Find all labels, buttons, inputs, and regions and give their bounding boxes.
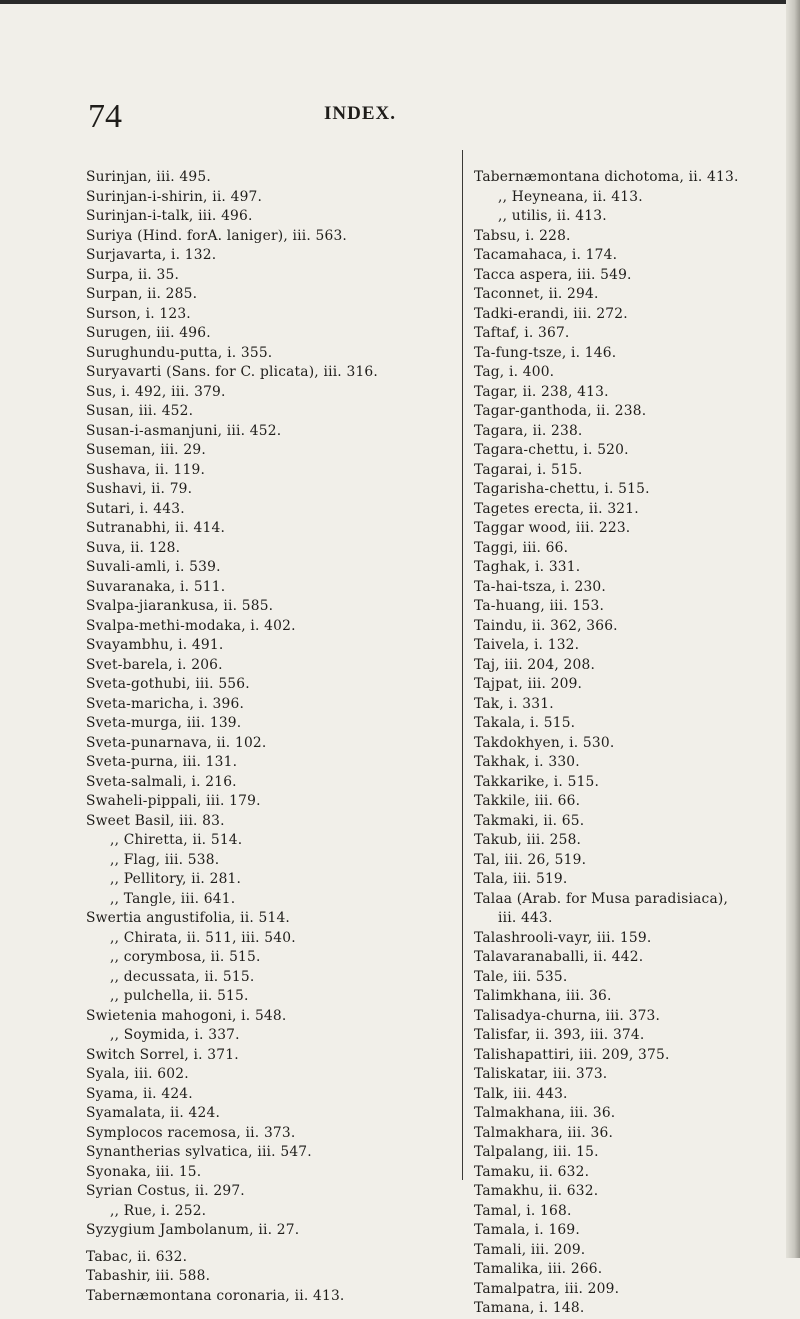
index-entry: Suva, ii. 128. [86, 539, 181, 556]
index-entry: ,, Flag, iii. 538. [110, 851, 220, 868]
index-entry: Sushava, ii. 119. [86, 461, 206, 478]
index-entry: Taindu, ii. 362, 366. [474, 617, 618, 634]
index-entry: Taghak, i. 331. [474, 559, 581, 575]
index-entry: Tal, iii. 26, 519. [474, 851, 587, 868]
index-entry: Tala, iii. 519. [474, 871, 568, 887]
index-entry: Suryavarti (Sans. for C. plicata), iii. 316. [86, 364, 378, 380]
index-entry: Talmakhana, iii. 36. [474, 1105, 616, 1121]
index-entry: Tabernæmontana coronaria, ii. 413. [86, 1287, 345, 1304]
index-entry: Taliskatar, iii. 373. [474, 1066, 608, 1082]
index-entry: Tale, iii. 535. [474, 968, 568, 985]
index-entry: Svalpa-jiarankusa, ii. 585. [86, 598, 274, 614]
index-entry: Syamalata, ii. 424. [86, 1105, 221, 1121]
index-entry: Sus, i. 492, iii. 379. [86, 383, 226, 400]
index-entry: Tagetes erecta, ii. 321. [474, 500, 639, 517]
index-entry: ,, pulchella, ii. 515. [110, 988, 249, 1004]
index-entry: Surinjan-i-talk, iii. 496. [86, 208, 253, 224]
page-title: INDEX. [324, 103, 396, 124]
index-entry: Susan, iii. 452. [86, 403, 194, 419]
index-entry: Takhak, i. 330. [474, 754, 580, 770]
index-entry: Swietenia mahogoni, i. 548. [86, 1007, 287, 1024]
index-entry: Tagarai, i. 515. [474, 461, 583, 478]
top-border-line [0, 0, 800, 4]
index-entry: Tamaku, ii. 632. [474, 1163, 590, 1180]
index-entry: Svet-barela, i. 206. [86, 656, 223, 673]
index-entry: Swertia angustifolia, ii. 514. [86, 910, 291, 926]
index-entry: Svalpa-methi-modaka, i. 402. [86, 617, 296, 634]
index-entry: Taggi, iii. 66. [474, 539, 569, 556]
index-entry: Surpan, ii. 285. [86, 286, 198, 302]
index-entry: Svayambhu, i. 491. [86, 637, 224, 653]
index-entry: Sushavi, ii. 79. [86, 481, 193, 497]
index-entry: Talpalang, iii. 15. [474, 1144, 599, 1160]
index-entry: Sveta-salmali, i. 216. [86, 773, 237, 790]
index-entry: Takkarike, i. 515. [474, 773, 600, 790]
index-entry: ,, Chiretta, ii. 514. [110, 832, 243, 848]
index-entry: Taggar wood, iii. 223. [474, 520, 631, 536]
index-entry: Tabac, ii. 632. [86, 1248, 188, 1265]
index-entry: Surpa, ii. 35. [86, 266, 180, 283]
index-entry: Tamalika, iii. 266. [474, 1261, 603, 1277]
index-entry: ,, Soymida, i. 337. [110, 1027, 240, 1043]
index-entry: Syala, iii. 602. [86, 1066, 189, 1082]
index-entry: Sveta-murga, iii. 139. [86, 715, 242, 731]
index-entry: Syama, ii. 424. [86, 1085, 193, 1102]
index-entry: Suriya (Hind. forA. laniger), iii. 563. [86, 227, 348, 244]
index-entry: Ta-hai-tsza, i. 230. [474, 578, 606, 595]
index-entry: Suvali-amli, i. 539. [86, 559, 221, 575]
page-number: 74 [88, 98, 122, 135]
index-entry: Tacca aspera, iii. 549. [474, 266, 632, 283]
index-entry: Takdokhyen, i. 530. [474, 734, 615, 751]
index-entry: Susan-i-asmanjuni, iii. 452. [86, 422, 282, 439]
index-entry: Suseman, iii. 29. [86, 442, 206, 458]
index-entry: Suvaranaka, i. 511. [86, 578, 226, 595]
index-entry: Taftaf, i. 367. [474, 325, 570, 341]
index-entry: Talishapattiri, iii. 209, 375. [474, 1046, 670, 1063]
index-entry: Sweet Basil, iii. 83. [86, 812, 225, 829]
index-entry: Tamakhu, ii. 632. [474, 1183, 599, 1199]
index-entry: Sveta-maricha, i. 396. [86, 695, 245, 712]
index-entry: Tagara-chettu, i. 520. [474, 442, 629, 458]
index-entry: ,, Heyneana, ii. 413. [498, 188, 643, 205]
index-entry: Talk, iii. 443. [474, 1085, 568, 1102]
index-entry: Symplocos racemosa, ii. 373. [86, 1124, 296, 1141]
index-entry: Taj, iii. 204, 208. [474, 656, 596, 673]
index-entry: Tagara, ii. 238. [474, 422, 583, 439]
index-entry: Tabsu, i. 228. [474, 227, 571, 244]
index-entry: Tak, i. 331. [474, 695, 554, 712]
index-entry: Taivela, i. 132. [474, 637, 580, 653]
index-entry: iii. 443. [498, 910, 553, 926]
index-entry: Tadki-erandi, iii. 272. [474, 305, 628, 322]
index-entry: Syrian Costus, ii. 297. [86, 1183, 245, 1199]
index-entry: ,, Pellitory, ii. 281. [110, 871, 242, 887]
index-entry: Tagar, ii. 238, 413. [474, 383, 609, 400]
index-entry: Tacamahaca, i. 174. [474, 247, 618, 263]
index-entry: Sutari, i. 443. [86, 500, 185, 517]
index-entry: ,, decussata, ii. 515. [110, 968, 255, 985]
index-entry: Takub, iii. 258. [474, 832, 582, 848]
index-entry: Sutranabhi, ii. 414. [86, 520, 226, 536]
index-entry: Surjavarta, i. 132. [86, 247, 217, 263]
index-entry: Surinjan, iii. 495. [86, 169, 211, 185]
index-entry: Talmakhara, iii. 36. [474, 1124, 614, 1141]
index-entry: Talaa (Arab. for Musa paradisiaca), [474, 890, 729, 907]
index-entry: ,, utilis, ii. 413. [498, 208, 607, 224]
index-entry: ,, Chirata, ii. 511, iii. 540. [110, 929, 296, 946]
index-column-left [86, 168, 452, 1306]
index-entry: ,, corymbosa, ii. 515. [110, 949, 261, 965]
index-entry: Sveta-gothubi, iii. 556. [86, 676, 250, 692]
index-entry: ,, Tangle, iii. 641. [110, 890, 236, 907]
index-entry: Tamali, iii. 209. [474, 1241, 586, 1258]
index-entry: Tabashir, iii. 588. [86, 1268, 211, 1284]
index-entry: Takala, i. 515. [474, 715, 576, 731]
index-entry: Ta-fung-tsze, i. 146. [474, 344, 617, 361]
index-entry: Synantherias sylvatica, iii. 547. [86, 1144, 312, 1160]
index-entry: Tag, i. 400. [474, 364, 555, 380]
column-divider [462, 150, 463, 1180]
page-header [88, 97, 688, 137]
index-entry: Tabernæmontana dichotoma, ii. 413. [474, 169, 739, 185]
index-column-right [474, 168, 788, 1319]
index-entry: Takmaki, ii. 65. [474, 812, 585, 829]
index-entry: Talavaranaballi, ii. 442. [474, 949, 644, 965]
index-entry: Syzygium Jambolanum, ii. 27. [86, 1222, 300, 1238]
index-entry: ,, Rue, i. 252. [110, 1202, 207, 1219]
index-entry: Taconnet, ii. 294. [474, 286, 599, 302]
index-entry: Surugen, iii. 496. [86, 325, 211, 341]
index-entry: Surinjan-i-shirin, ii. 497. [86, 188, 263, 205]
index-entry: Syonaka, iii. 15. [86, 1163, 202, 1180]
index-entry: Tajpat, iii. 209. [474, 676, 583, 692]
index-entry: Sveta-punarnava, ii. 102. [86, 734, 267, 751]
index-entry: Ta-huang, iii. 153. [474, 598, 605, 614]
index-entry: Talisadya-churna, iii. 373. [474, 1007, 661, 1024]
page-edge [786, 0, 800, 1258]
index-entry: Surson, i. 123. [86, 305, 191, 322]
index-entry: Switch Sorrel, i. 371. [86, 1046, 239, 1063]
index-entry: Swaheli-pippali, iii. 179. [86, 793, 261, 809]
index-entry: Tamana, i. 148. [474, 1300, 585, 1316]
index-entry: Tagar-ganthoda, ii. 238. [474, 403, 647, 419]
index-entry: Tagarisha-chettu, i. 515. [474, 481, 650, 497]
index-entry: Talimkhana, iii. 36. [474, 988, 612, 1004]
index-entry: Tamala, i. 169. [474, 1222, 580, 1238]
index-entry: Surughundu-putta, i. 355. [86, 344, 273, 361]
index-entry: Tamalpatra, iii. 209. [474, 1280, 620, 1297]
index-entry: Talashrooli-vayr, iii. 159. [474, 929, 652, 946]
index-entry: Sveta-purna, iii. 131. [86, 754, 238, 770]
index-entry: Takkile, iii. 66. [474, 793, 581, 809]
index-entry: Talisfar, ii. 393, iii. 374. [474, 1027, 645, 1043]
index-entry: Tamal, i. 168. [474, 1202, 572, 1219]
